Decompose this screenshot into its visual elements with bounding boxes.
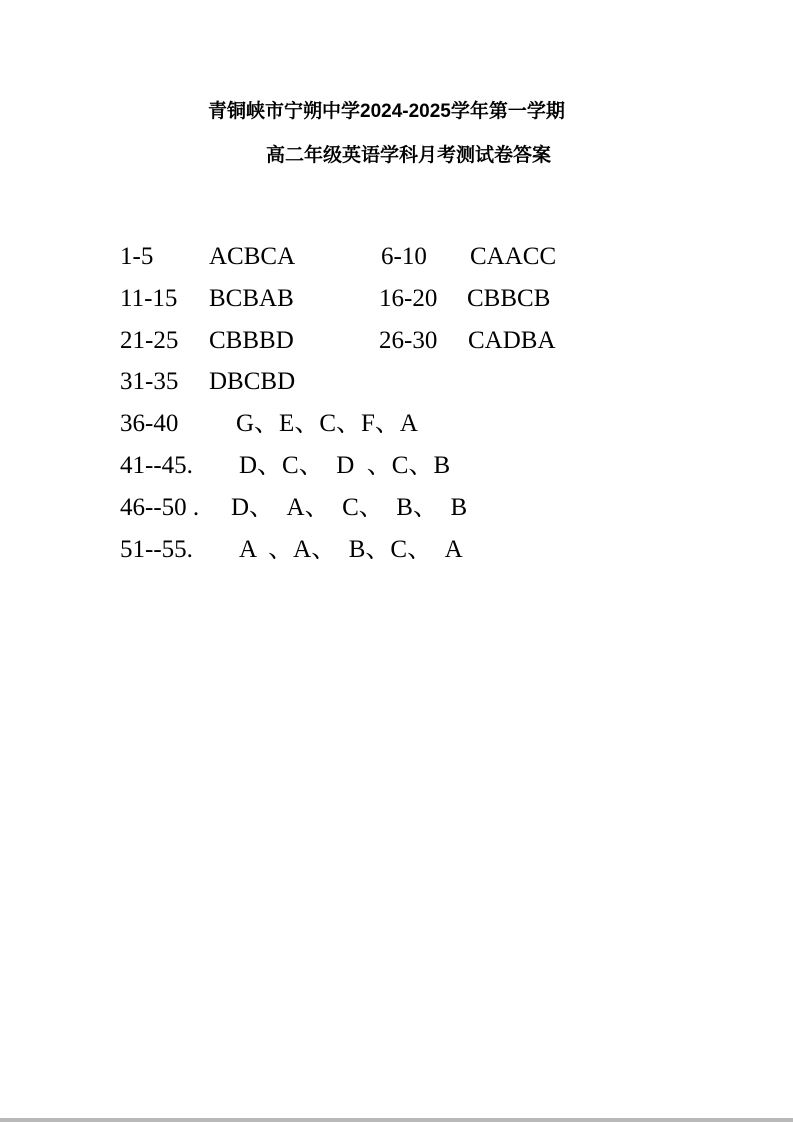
- answer-key: D、 A、 C、 B、 B: [231, 494, 468, 521]
- answer-range: 51--55.: [120, 536, 193, 563]
- school-year: 2024-2025: [360, 101, 451, 122]
- answer-key: A 、A、 B、C、 A: [239, 536, 463, 563]
- answer-key: BCBAB: [209, 285, 294, 312]
- exam-title-line2: 高二年级英语学科月考测试卷答案: [266, 144, 552, 166]
- answer-key: CADBA: [468, 327, 556, 354]
- answer-range: 21-25: [120, 327, 179, 354]
- answer-key: DBCBD: [209, 368, 296, 395]
- answer-key: CAACC: [470, 243, 557, 270]
- answer-key: CBBCB: [467, 285, 551, 312]
- answer-key: G、E、C、F、A: [236, 410, 418, 437]
- answer-range: 36-40: [120, 410, 179, 437]
- answer-range: 16-20: [379, 285, 438, 312]
- school-name: 青铜峡市宁朔中学: [208, 100, 361, 122]
- answer-key: CBBBD: [209, 327, 294, 354]
- exam-title-line1: [208, 102, 565, 121]
- answer-range: 6-10: [381, 243, 427, 270]
- semester-label: 学年第一学期: [450, 100, 565, 122]
- answer-range: 46--50 .: [120, 494, 200, 521]
- answer-range: 31-35: [120, 368, 179, 395]
- answer-range: 1-5: [120, 243, 154, 270]
- page-bottom-edge: [0, 1118, 793, 1122]
- answer-key: D、C、 D 、C、B: [239, 452, 451, 479]
- answer-range: 26-30: [379, 327, 438, 354]
- answer-range: 41--45.: [120, 452, 193, 479]
- answer-range: 11-15: [120, 285, 178, 312]
- answer-key: ACBCA: [209, 243, 296, 270]
